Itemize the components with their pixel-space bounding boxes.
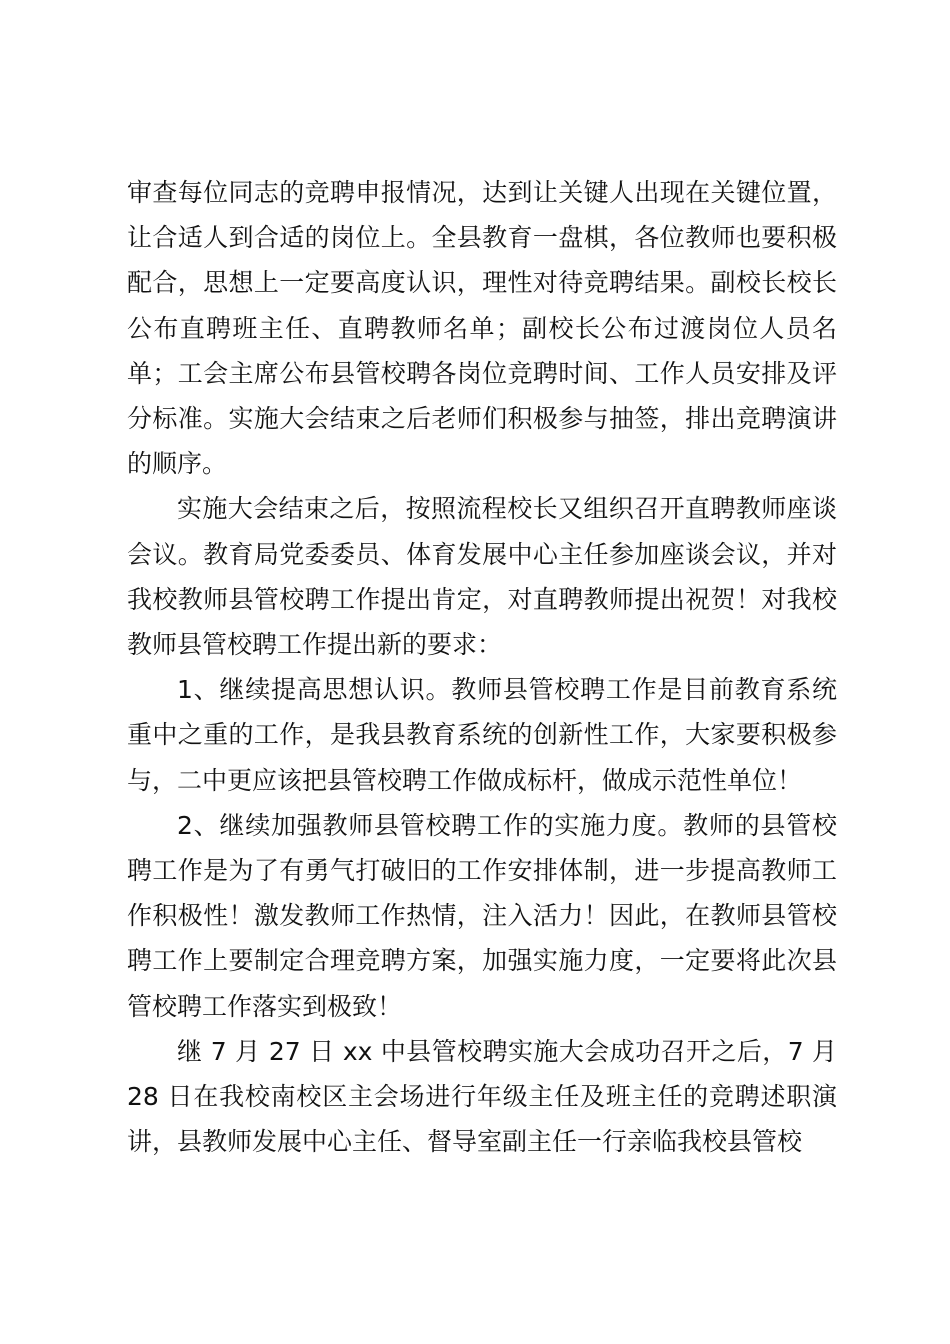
paragraph-2: 实施大会结束之后，按照流程校长又组织召开直聘教师座谈会议。教育局党委委员、体育发展中心主任参加座谈会议，并对我校教师县管校聘工作提出肯定，对直聘教师提出祝贺！对我校教师县管校聘工作提出新的要求： <box>127 494 837 660</box>
paragraph-3: 1、继续提高思想认识。教师县管校聘工作是目前教育系统重中之重的工作，是我县教育系统的创新性工作，大家要积极参与，二中更应该把县管校聘工作做成标杆，做成示范性单位！ <box>127 675 837 795</box>
paragraph-1: 审查每位同志的竞聘申报情况，达到让关键人出现在关键位置，让合适人到合适的岗位上。全县教育一盘棋，各位教师也要积极配合，思想上一定要高度认识，理性对待竞聘结果。副校长校长公布直聘班主任、直聘教师名单；副校长公布过渡岗位人员名单；工会主席公布县管校聘各岗位竞聘时间、工作人员安排及评分标准。实施大会结束之后老师们积极参与抽签，排出竞聘演讲的顺序。 <box>127 178 837 479</box>
document-body <box>127 170 837 1164</box>
paragraph-4: 2、继续加强教师县管校聘工作的实施力度。教师的县管校聘工作是为了有勇气打破旧的工作安排体制，进一步提高教师工作积极性！激发教师工作热情，注入活力！因此，在教师县管校聘工作上要制定合理竞聘方案，加强实施力度，一定要将此次县管校聘工作落实到极致！ <box>127 810 837 1021</box>
paragraph-5: 继 7 月 27 日 xx 中县管校聘实施大会成功召开之后，7 月 28 日在我校南校区主会场进行年级主任及班主任的竞聘述职演讲，县教师发展中心主任、督导室副主任一行亲临我校县管校 <box>127 1036 837 1157</box>
